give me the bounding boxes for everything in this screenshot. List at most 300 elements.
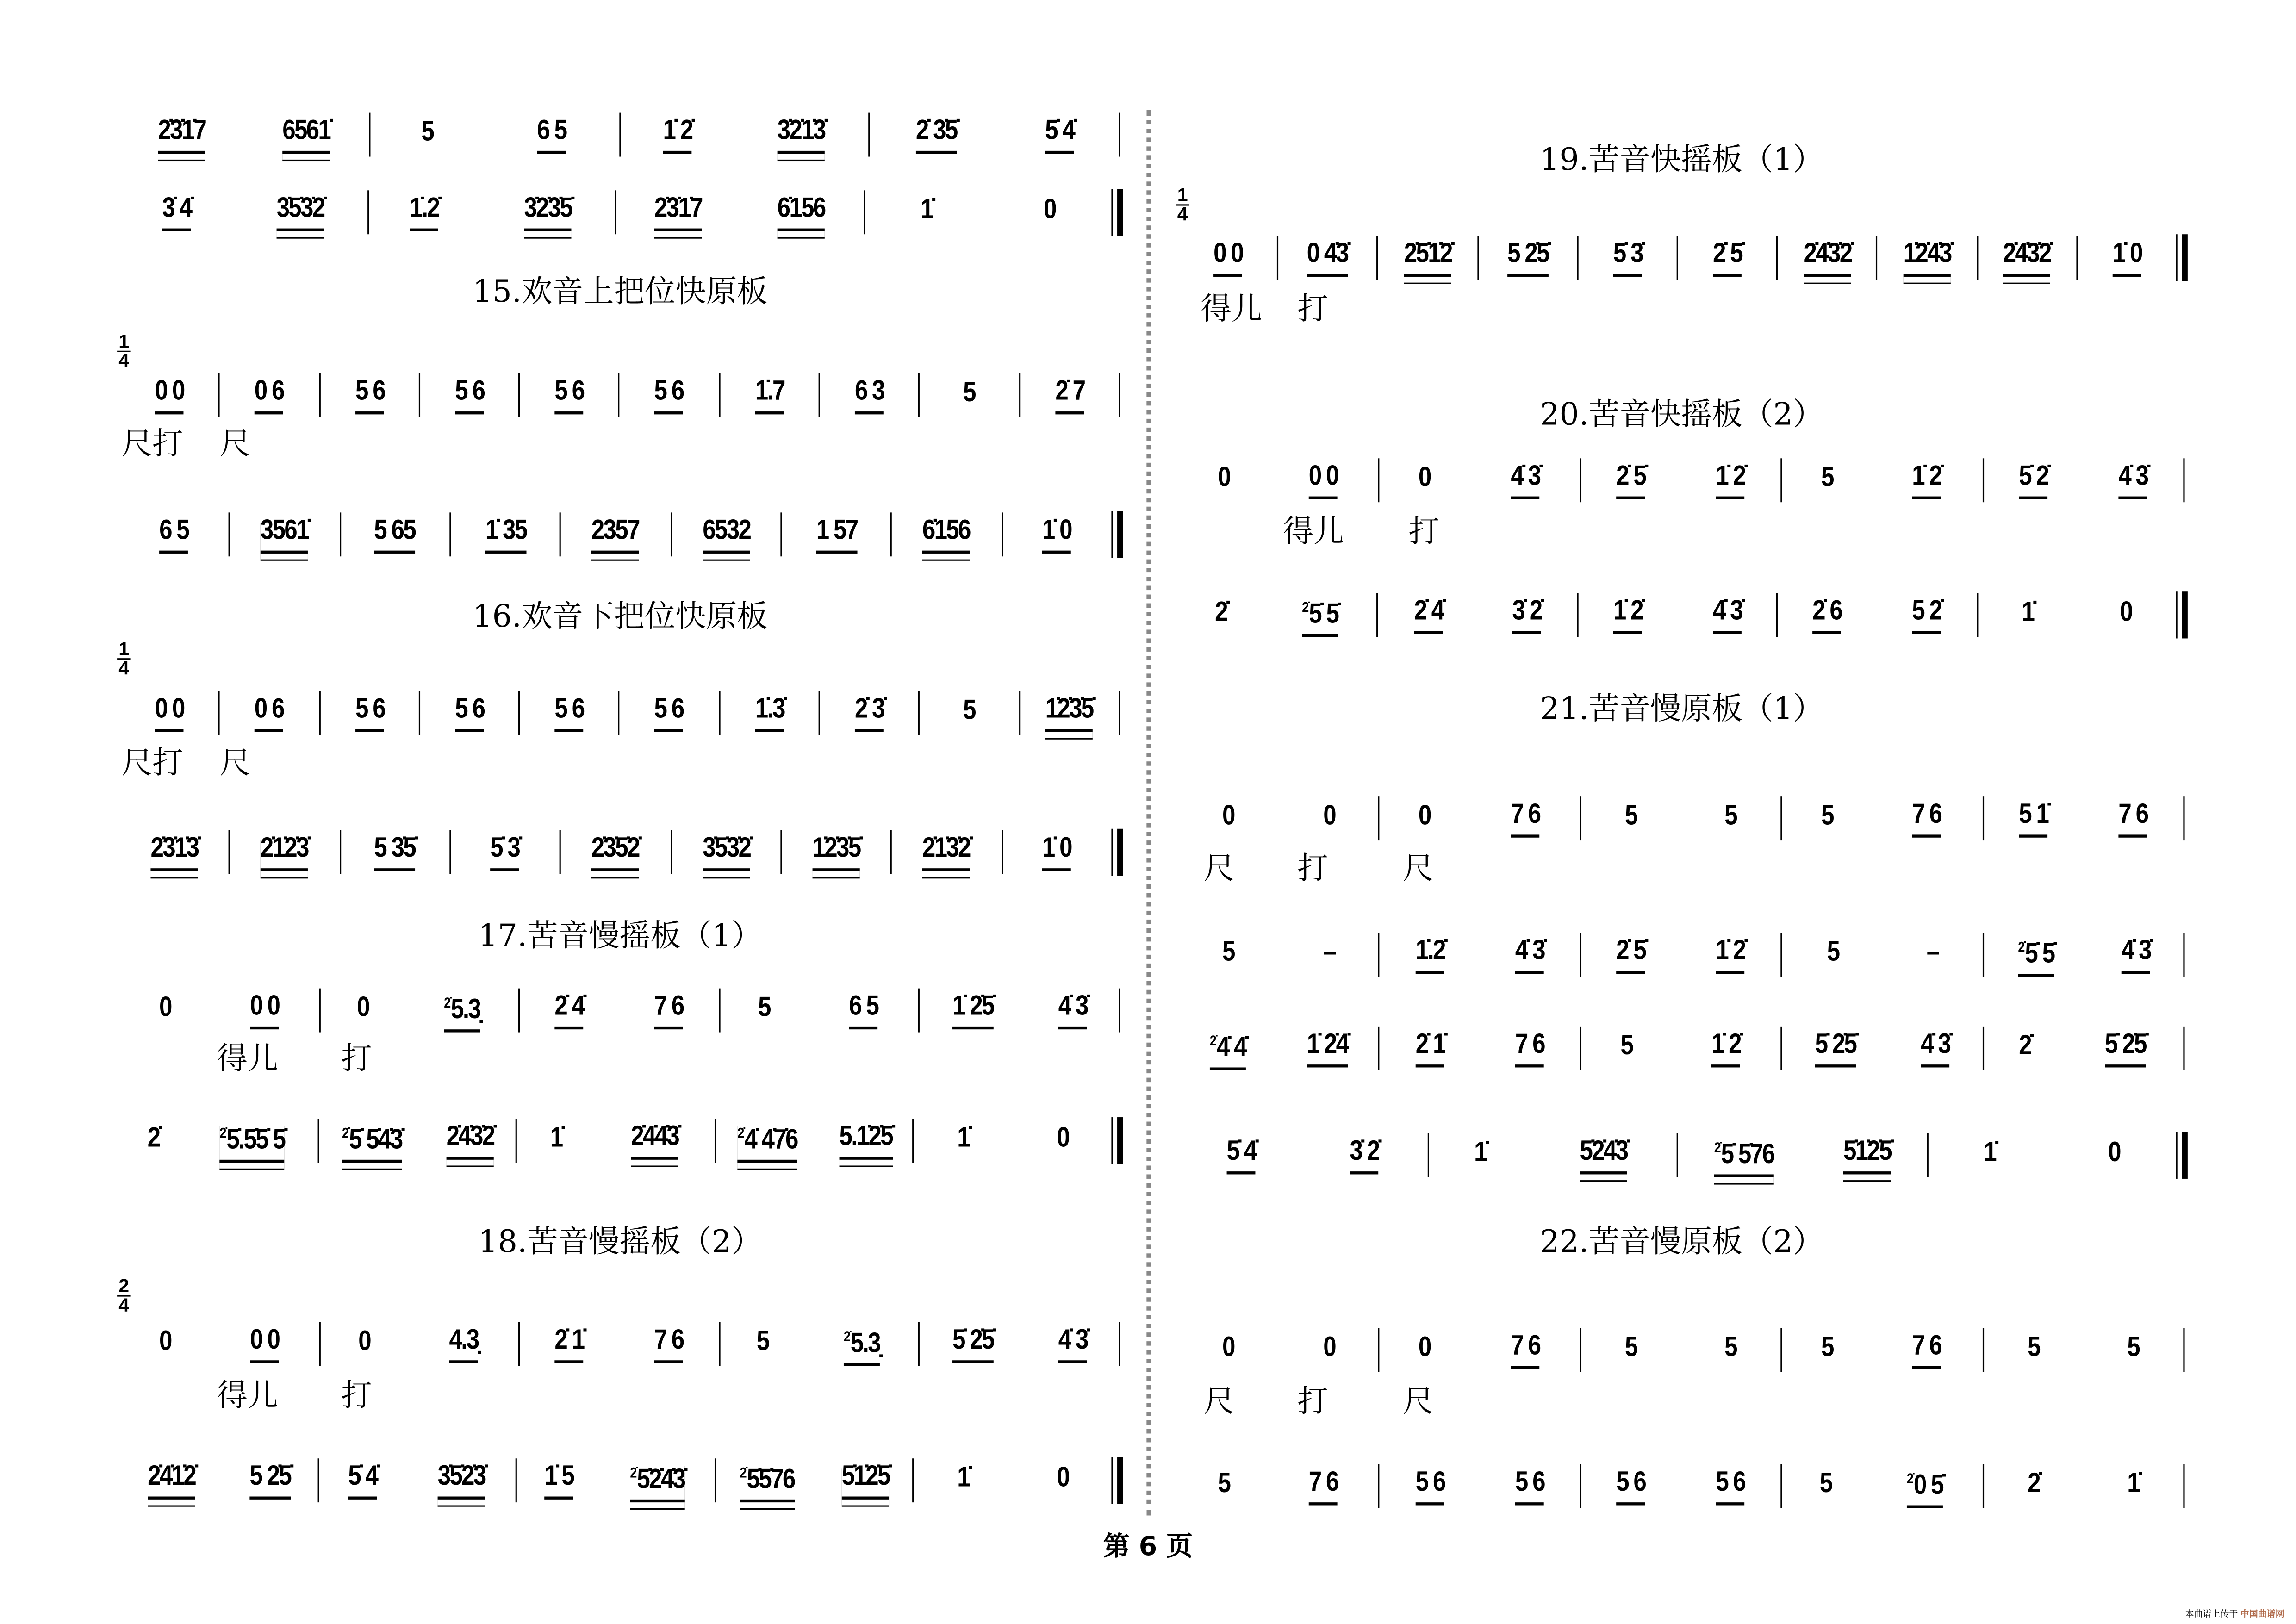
- note-group: [537, 116, 566, 154]
- note-group: [348, 1462, 377, 1500]
- notes: 5 2̇5̇: [249, 1461, 291, 1493]
- notes: 5: [1819, 1468, 1831, 1500]
- note-group: [2019, 1031, 2031, 1066]
- note-group: [1821, 463, 1833, 498]
- notes: 5̇ 5̇: [2024, 939, 2054, 970]
- note-group: [374, 833, 416, 871]
- notes: 0: [356, 993, 369, 1024]
- note-group: [1512, 596, 1542, 634]
- notes: 5: [1620, 1031, 1632, 1062]
- measure: [716, 1451, 913, 1510]
- note-group: [757, 1326, 769, 1362]
- notes: 5 6: [654, 694, 684, 725]
- lyric-text: 尺: [1203, 851, 1235, 886]
- note-group: [1813, 596, 1842, 634]
- note-group: [2019, 461, 2048, 499]
- note-group: [1058, 991, 1087, 1029]
- measure: [561, 505, 670, 564]
- note-group: [1419, 463, 1431, 498]
- measure: [892, 505, 1001, 564]
- notes: 0: [1056, 1462, 1068, 1494]
- measure: [1279, 229, 1377, 287]
- note-group: [655, 694, 684, 732]
- notes: 1̇: [920, 194, 933, 226]
- section-title: 15.欢音上把位快原板: [473, 274, 768, 309]
- notes: 2̇ 4̇: [555, 991, 585, 1022]
- time-signature-top: 1: [117, 333, 131, 352]
- measure: [1380, 451, 1580, 510]
- site-logo[interactable]: 中国曲谱网: [2240, 1611, 2284, 1620]
- note-group: [655, 376, 684, 414]
- measure: [420, 684, 519, 743]
- notes: 3561̇: [261, 515, 309, 547]
- measure: [1984, 789, 2184, 848]
- note-group: [1620, 1031, 1632, 1066]
- notes: 5: [421, 117, 433, 148]
- notes: 5: [1826, 937, 1838, 968]
- lyric-text: 尺: [1403, 851, 1434, 886]
- measure: [1581, 1321, 1781, 1380]
- measure: [1380, 789, 1580, 848]
- notes: 5: [1625, 1332, 1637, 1363]
- notes: 2̇: [148, 1123, 160, 1154]
- section-title: 22.苦音慢原板（2）: [1540, 1224, 1824, 1259]
- note-group: [1984, 1138, 1996, 1173]
- measure: [1984, 926, 2184, 984]
- note-group: [249, 991, 279, 1029]
- note-group: [1617, 1467, 1646, 1505]
- notes: 1̇: [1984, 1138, 1996, 1169]
- measure: [220, 684, 319, 743]
- measure: [1380, 1457, 1580, 1516]
- measure: [616, 183, 863, 242]
- notes: 5 6: [454, 376, 484, 407]
- note-group: [524, 193, 572, 231]
- note-group: [1725, 1332, 1737, 1368]
- notes: 2̇: [2019, 1031, 2031, 1062]
- notes: 1̇ 2̇: [1716, 935, 1746, 967]
- notes: 5 6: [355, 376, 384, 407]
- note-group: [958, 1463, 970, 1498]
- measure: [672, 823, 780, 882]
- measure: [1778, 229, 1877, 287]
- note-group: [1415, 1467, 1444, 1505]
- note-group: [437, 1462, 485, 1500]
- measure: [230, 823, 339, 882]
- note-group: [1613, 596, 1643, 634]
- measure: [451, 823, 560, 882]
- note-group: [2028, 1332, 2040, 1368]
- lyric-text: 打: [1297, 851, 1328, 886]
- note-group: [283, 116, 330, 154]
- measure: [1179, 451, 1379, 510]
- notes: 7 6: [2119, 799, 2148, 830]
- notes: 2̇4̇3̇2̇: [1803, 238, 1851, 270]
- notes: 2̇ 5̇: [1712, 238, 1742, 270]
- notes: 1 57: [815, 515, 857, 547]
- section-title: 17.苦音慢摇板（1）: [478, 918, 762, 953]
- notes: 0: [1322, 801, 1335, 832]
- note-group: [455, 694, 484, 732]
- note-group: [631, 1122, 678, 1160]
- time-signature-top: 2: [117, 1278, 131, 1297]
- notes: 5.1̇2̇5̇: [839, 1121, 892, 1152]
- notes: 0: [1419, 801, 1431, 832]
- note-group: [148, 1462, 195, 1500]
- notes: 1̇ 2̇: [1613, 596, 1643, 627]
- final-barline: [1111, 511, 1120, 558]
- notes: 5: [1821, 462, 1833, 494]
- notes: 3̇ 2̇: [1512, 596, 1542, 627]
- notes: 5: [1725, 801, 1737, 832]
- notes: 5̇5̇76: [747, 1464, 795, 1495]
- measure: [920, 1315, 1119, 1374]
- measure: [318, 1111, 516, 1170]
- notes: 5̇1̇2̇5̇: [1844, 1136, 1892, 1167]
- staff-row: [120, 183, 1120, 242]
- note-group: [1055, 376, 1084, 414]
- measure: [517, 1451, 714, 1510]
- note-group: [1803, 239, 1851, 277]
- barline: [2183, 1027, 2184, 1070]
- notes: 5̇2̇4̇3̇: [1580, 1136, 1628, 1167]
- note-group: [148, 1123, 160, 1158]
- notes: 2̇4̇4̇3̇: [630, 1121, 678, 1152]
- notes: 1̇ 2̇: [1716, 461, 1746, 492]
- note-group: [1821, 1332, 1833, 1368]
- time-signature-bottom: 4: [1177, 203, 1188, 225]
- notes: 0: [158, 993, 171, 1024]
- note-group: [555, 376, 584, 414]
- notes: 5̇ 5̇: [1309, 599, 1338, 630]
- lyric-text: 尺打: [121, 745, 183, 781]
- notes: 5: [1625, 801, 1637, 832]
- measure: [1179, 586, 1377, 645]
- note-group: [958, 1123, 970, 1158]
- note-group: [1510, 799, 1539, 837]
- measure: [1581, 789, 1781, 848]
- note-group: [2019, 799, 2048, 837]
- notes: 4̇ 3̇: [1058, 991, 1087, 1022]
- notes: 0: [1419, 1332, 1431, 1363]
- notes: 2̇4̇3̇2̇: [446, 1121, 494, 1152]
- note-group: [255, 694, 284, 732]
- note-group: [1826, 937, 1838, 972]
- staff-row: [1179, 1321, 2185, 1380]
- notes: 2̇3̇1̇7: [654, 193, 702, 224]
- note-group: [410, 193, 439, 231]
- notes: 7 6: [1510, 799, 1539, 830]
- notes: 1̇: [2127, 1468, 2140, 1500]
- measure: [1782, 451, 1982, 510]
- notes: 5 2̇5̇: [1507, 238, 1548, 270]
- measure: [320, 1315, 519, 1374]
- notes: 6532: [702, 515, 750, 547]
- measure: [517, 1111, 714, 1170]
- measure: [1928, 1126, 2176, 1185]
- measure: [870, 106, 1119, 164]
- measure: [120, 684, 218, 743]
- note-group: [1474, 1138, 1486, 1173]
- notes: 5: [1725, 1332, 1737, 1363]
- notes: 0 0: [1309, 461, 1338, 492]
- notes: 7 6: [1912, 1331, 1942, 1362]
- measure: [341, 823, 449, 882]
- grace-note: 2̇: [2017, 940, 2023, 956]
- note-group: [261, 833, 309, 871]
- note-group: [1309, 1467, 1338, 1505]
- notes: 1̇ 2̇: [662, 115, 691, 147]
- notes: 5: [2027, 1332, 2040, 1363]
- notes: 5: [1222, 937, 1235, 968]
- notes: 3̇5̇3̇2̇: [702, 833, 750, 864]
- measure: [561, 823, 670, 882]
- measure: [1379, 229, 1477, 287]
- measure: [1984, 1019, 2184, 1078]
- measure: [451, 505, 560, 564]
- measure: [520, 981, 719, 1040]
- note-group: [1218, 1468, 1230, 1504]
- section-title: 18.苦音慢摇板（2）: [478, 1224, 762, 1259]
- note-group: [1921, 1029, 1950, 1067]
- staff-row: [120, 1111, 1120, 1170]
- measure: [620, 684, 719, 743]
- measure: [1778, 586, 1976, 645]
- notes: 1̇ 0: [2112, 238, 2141, 270]
- lyric-text: 尺: [219, 426, 251, 461]
- note-group: [755, 376, 784, 414]
- note-group: [359, 1326, 371, 1362]
- note-group: [855, 694, 884, 732]
- time-signature-bottom: 4: [118, 349, 130, 372]
- notes: 0 0: [249, 1325, 279, 1356]
- notes: 5̇ 2̇5̇: [2104, 1029, 2146, 1060]
- note-group: [702, 516, 750, 554]
- note-group: [1323, 937, 1335, 972]
- note-group: [964, 378, 976, 413]
- lyric-text: 得儿: [217, 1378, 279, 1413]
- grace-note: 2̇: [444, 995, 450, 1012]
- lyric-text: 打: [1297, 291, 1328, 327]
- measure: [1782, 1321, 1982, 1380]
- grace-note: 2̇: [1713, 1140, 1720, 1157]
- lyric-text: 打: [1408, 514, 1440, 549]
- measure: [1878, 229, 1976, 287]
- notes: 2̇ 4̇: [1413, 596, 1443, 627]
- notes: 0: [2108, 1138, 2120, 1169]
- note-group: [1844, 1136, 1892, 1174]
- note-group: [1419, 801, 1431, 836]
- notes: –: [1322, 937, 1335, 968]
- note-group: [159, 1326, 171, 1362]
- grace-note: 2̇: [341, 1126, 348, 1142]
- measure: [1578, 586, 1776, 645]
- measure: [820, 684, 919, 743]
- measure: [1002, 505, 1111, 564]
- note-group: [491, 833, 520, 871]
- notes: 5̇ 4̇: [1226, 1136, 1256, 1167]
- note-group: [1713, 239, 1742, 277]
- lyric-text: 打: [341, 1378, 372, 1413]
- note-group: [1307, 1029, 1348, 1067]
- note-group: [1580, 1136, 1628, 1174]
- section-title: 20.苦音快摇板（2）: [1540, 397, 1824, 432]
- time-signature: [1176, 184, 1189, 225]
- final-barline: [2176, 1132, 2185, 1179]
- note-group: [737, 1119, 797, 1163]
- note-group: [342, 1119, 401, 1163]
- barline: [1119, 1322, 1120, 1366]
- notes: 5 6: [554, 694, 584, 725]
- note-group: [1926, 937, 1938, 972]
- measure: [420, 366, 519, 425]
- note-group: [355, 376, 384, 414]
- measure: [1428, 1126, 1676, 1185]
- note-group: [1912, 596, 1941, 634]
- notes: 5 6: [355, 694, 384, 725]
- measure: [120, 1315, 318, 1374]
- note-group: [1903, 239, 1951, 277]
- note-group: [1323, 801, 1335, 836]
- measure: [368, 183, 615, 242]
- notes: 5: [1217, 1468, 1230, 1500]
- measure: [120, 106, 368, 164]
- note-group: [759, 993, 771, 1028]
- barline: [2183, 1464, 2184, 1508]
- note-group: [2108, 1138, 2120, 1173]
- note-group: [1507, 239, 1548, 277]
- notes: 4̇ 3̇: [2119, 461, 2148, 492]
- measure: [1984, 451, 2184, 510]
- notes: 2̇ 1̇: [1415, 1029, 1445, 1060]
- time-signature: [117, 1275, 131, 1316]
- measure: [914, 1111, 1111, 1170]
- lyric-text: 得儿: [1282, 514, 1344, 549]
- note-group: [1045, 116, 1075, 154]
- lyric-text: 尺: [1203, 1383, 1235, 1419]
- notes: 1̇ 2̇: [1912, 461, 1942, 492]
- grace-note: 2̇: [630, 1465, 636, 1482]
- notes: 1̇ 2̇: [1711, 1029, 1741, 1060]
- notes: 5̇ 4̇: [1045, 115, 1075, 147]
- time-signature-bottom: 4: [118, 657, 130, 679]
- note-group: [555, 991, 585, 1029]
- measure: [620, 366, 719, 425]
- notes: 5̇ 4̇: [348, 1461, 377, 1493]
- barline: [2183, 796, 2184, 840]
- notes: 5 65: [374, 515, 416, 547]
- note-group: [2003, 239, 2051, 277]
- notes: 6 5: [537, 115, 566, 147]
- staff-row: [120, 1451, 1120, 1510]
- note-group: [1714, 1133, 1773, 1177]
- lyric-text: 打: [1297, 1383, 1328, 1419]
- staff-row: [1179, 586, 2185, 645]
- notes: 1̇: [2021, 597, 2034, 628]
- note-group: [849, 991, 878, 1029]
- note-group: [923, 833, 971, 871]
- note-group: [555, 694, 584, 732]
- measure: [1581, 926, 1781, 984]
- time-signature-bottom: 4: [118, 1294, 130, 1316]
- lyric-text: 尺打: [121, 426, 183, 461]
- barline: [1119, 113, 1120, 157]
- note-group: [654, 991, 684, 1029]
- note-group: [249, 1462, 291, 1500]
- notes: 6561̇: [282, 115, 330, 147]
- measure: [1179, 1457, 1379, 1516]
- note-group: [220, 1119, 285, 1163]
- note-group: [2112, 239, 2141, 277]
- final-barline: [1111, 1117, 1120, 1164]
- note-group: [544, 1462, 573, 1500]
- final-barline: [1111, 1457, 1120, 1504]
- note-group: [1350, 1136, 1380, 1174]
- measure: [1002, 823, 1111, 882]
- notes: 6̇156: [778, 193, 826, 224]
- lyric-text: 尺: [219, 745, 251, 781]
- notes: 0: [1217, 462, 1230, 494]
- measure: [230, 505, 339, 564]
- notes: 0: [1222, 801, 1235, 832]
- section-title: 16.欢音下把位快原板: [473, 599, 768, 634]
- note-group: [1617, 936, 1646, 974]
- note-group: [1515, 1029, 1544, 1067]
- barline: [1119, 989, 1120, 1033]
- notes: 5̇ 2̇5̇: [952, 1325, 994, 1356]
- notes: 2̇: [1215, 597, 1227, 628]
- notes: 2̇5̇1̇2̇: [1404, 238, 1452, 270]
- notes: 0: [1322, 1332, 1335, 1363]
- measure: [1581, 1019, 1781, 1078]
- note-group: [2128, 1468, 2140, 1504]
- measure: [120, 823, 229, 882]
- note-group: [1209, 1026, 1245, 1070]
- upload-text: 本曲谱上传于: [2185, 1611, 2238, 1620]
- note-group: [1912, 461, 1941, 499]
- note-group: [1515, 1467, 1544, 1505]
- note-group: [1415, 1029, 1444, 1067]
- notes: 7 6: [1309, 1467, 1338, 1498]
- note-group: [555, 1325, 585, 1363]
- page-number: 第 6 页: [1103, 1531, 1193, 1562]
- note-group: [1419, 1332, 1431, 1368]
- lyric-text: 得儿: [1201, 291, 1263, 327]
- notes: 1̇ 5: [544, 1461, 574, 1493]
- measure: [1380, 926, 1580, 984]
- notes: 5: [2127, 1332, 2140, 1363]
- note-group: [1213, 239, 1243, 277]
- notes: 1̇: [550, 1123, 562, 1154]
- notes: 1̇ 0: [1042, 515, 1072, 547]
- note-group: [1045, 694, 1093, 732]
- note-group: [1613, 239, 1642, 277]
- barline: [1119, 691, 1120, 735]
- time-signature: [117, 330, 131, 372]
- notes: 5̇ 5̇76: [1720, 1139, 1774, 1170]
- staff-row: [120, 684, 1120, 743]
- notes: 2̇ 1̇: [555, 1325, 585, 1356]
- notes: 5: [963, 378, 976, 409]
- notes: 0: [2120, 597, 2133, 628]
- notes: 5 6: [1716, 1467, 1746, 1498]
- notes: 0 0: [155, 694, 184, 725]
- note-group: [1717, 936, 1746, 974]
- section-title: 21.苦音慢原板（1）: [1540, 691, 1824, 727]
- note-group: [2028, 1468, 2040, 1504]
- notes: 0 5̇: [1914, 1470, 1943, 1501]
- note-group: [160, 516, 189, 554]
